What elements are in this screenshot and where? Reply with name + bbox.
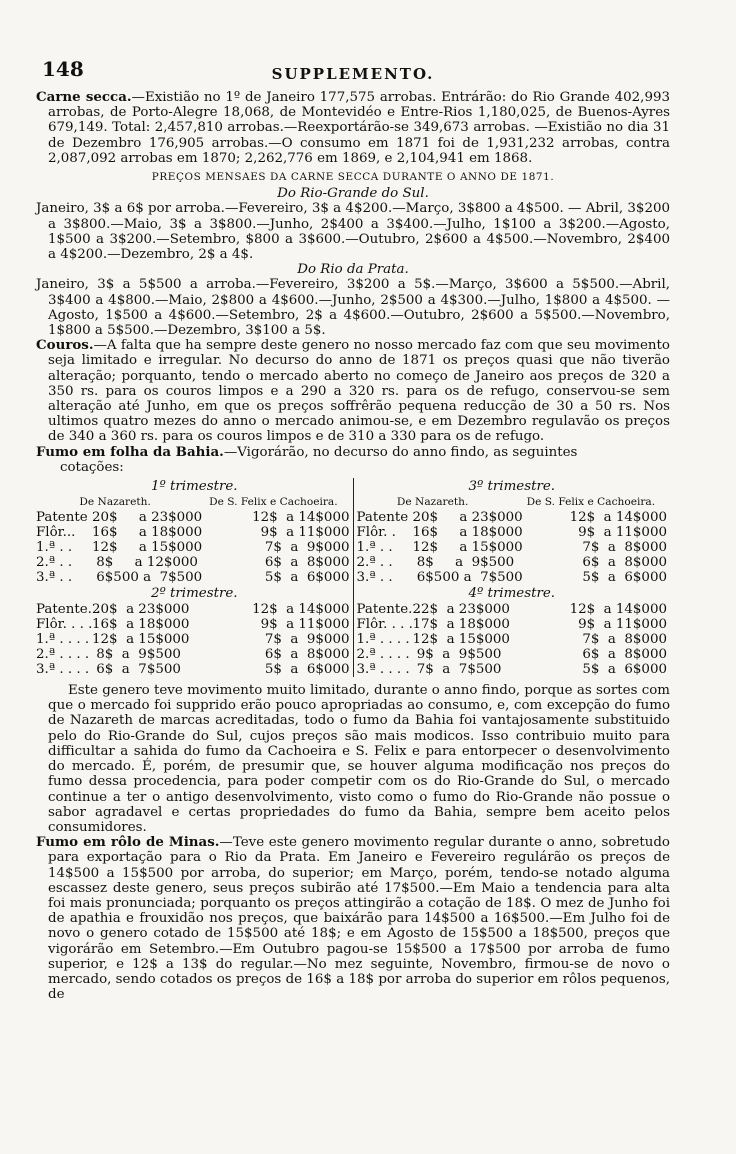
- sfelix-price: 6$ a 8$000: [264, 555, 350, 571]
- sfelix-price: 9$ a 11$000: [578, 617, 667, 633]
- sfelix-price: 7$ a 8$000: [582, 632, 667, 648]
- quarter-rows: [354, 602, 671, 677]
- grade-label: Patente: [356, 510, 409, 526]
- column-headers: [354, 495, 671, 510]
- col-sfelix: De S. Felix e Cachoeira.: [209, 496, 338, 509]
- quarter-rows: [36, 510, 353, 585]
- couros-heading: Couros.: [36, 337, 94, 354]
- sfelix-price: 9$ a 11$000: [260, 617, 350, 633]
- quarter-title: 1º trimestre.: [150, 479, 238, 495]
- quarter-title: 3º trimestre.: [468, 479, 556, 495]
- sfelix-price: 5$ a 6$000: [582, 662, 667, 678]
- col-nazareth: De Nazareth.: [396, 496, 469, 509]
- sfelix-price: 6$ a 8$000: [582, 647, 667, 663]
- price-row: [354, 617, 671, 632]
- grade-label: Patente. .: [36, 602, 101, 618]
- couros-text: —A falta que ha sempre deste genero no nosso mercado faz com que seu movimento seja limitado e irregular. No decurso do anno de 1871 os preços quasi que não tiverão alteração; porquanto, tendo o mercado aberto no começo de Janeiro aos preços de 320 a 350 rs. para os couros limpos e a 290 a 320 rs. para os de refugo, conservou-se sem alteração até Junho, em que os preços soffrêrão pequena reducção de 30 a 50 rs. Nos ultimos quatro mezes do anno o mercado animou-se, e em Dezembro regulavão os preços de 340 a 360 rs. para os couros limpos e de 310 a 330 para os de refugo.: [48, 338, 670, 445]
- sfelix-price: 12$ a 14$000: [252, 602, 350, 618]
- grade-label: 1.ª . .: [356, 540, 393, 556]
- carne-secca-text: —Existião no 1º de Janeiro 177,575 arrobas. Entrárão: do Rio Grande 402,993 arrobas, de Porto-Alegre 18,068, de Montevidéo e Entre-Rios 1,180,025, de Buenos-Ayres 679,149. Total: 2,457,810 arrobas.—Reexportárão-se 349,673 arrobas. —Existião no dia 31 de Dezembro 176,905 arrobas.—O consumo em 1871 foi de 1,931,232 arrobas, contra 2,087,092 arrobas em 1870; 2,262,776 em 1869, e 2,104,941 em 1868.: [48, 90, 670, 166]
- fumo-minas-paragraph: [36, 835, 670, 1002]
- quarter-rows: [354, 510, 671, 585]
- fumo-bahia-heading: Fumo em folha da Bahia.: [36, 443, 224, 460]
- sfelix-price: 7$ a 9$000: [264, 540, 350, 556]
- nazareth-price: 12$ a 15$000: [92, 632, 190, 648]
- running-title: SUPPLEMENTO.: [271, 65, 435, 83]
- grade-label: 3.ª . . . .: [356, 662, 410, 678]
- col-nazareth: De Nazareth.: [79, 496, 151, 509]
- page-header: [36, 57, 670, 88]
- price-row: [36, 570, 353, 585]
- grade-label: 1.ª . . . .: [36, 632, 90, 648]
- grade-label: 2.ª . .: [36, 555, 73, 571]
- quarter-rows: [36, 602, 353, 677]
- nazareth-price: 12$ a 15$000: [92, 540, 203, 556]
- price-row: [36, 602, 353, 617]
- nazareth-price: 9$ a 9$500: [412, 647, 502, 663]
- table-right-column: [354, 478, 671, 677]
- column-headers: [36, 495, 353, 510]
- grade-label: 2.ª . . . .: [36, 647, 90, 663]
- rio-prata-subtitle: Do Rio da Prata.: [297, 262, 409, 278]
- sfelix-price: 6$ a 8$000: [582, 555, 667, 571]
- rio-prata-prices: Janeiro, 3$ a 5$500 a arroba.—Fevereiro, 3$200 a 5$.—Março, 3$600 a 5$500.—Abril, 3$400 a 4$800.—Maio, 2$800 a 4$600.—Junho, 2$500 a 4$300.—Julho, 1$800 a 4$500. —Agosto, 1$500 a 4$600.—Setembro, 2$ a 4$600.—Outubro, 2$600 a 5$500.—Novembro, 1$800 a 5$500.—Dezembro, 3$100 a 5$.: [36, 277, 670, 339]
- nazareth-price: 20$ a 23$000: [92, 510, 203, 526]
- price-row: [354, 555, 671, 570]
- fumo-minas-text: —Teve este genero movimento regular durante o anno, sobretudo para exportação para o Rio da Prata. Em Janeiro e Fevereiro regulárão os preços de 14$500 a 15$500 por arroba, do superior; em Março, porém, tendo-se notado alguma escassez deste genero, seus preços subirão até 17$500.—Em Maio a tendencia para alta foi mais pronunciada; porquanto os preços attingirão a cotação de 18$. O mez de Junho foi de apathia e frouxidão nos preços, que baixárão para 14$500 a 16$500.—Em Julho foi de novo o genero cotado de 15$500 até 18$; e em Agosto de 15$500 a 18$500, preços que vigorárão em Setembro.—Em Outubro pagou-se 15$500 a 17$500 por arroba de fumo superior, e 12$ a 13$ do regular.—No mez seguinte, Novembro, firmou-se de novo o mercado, sendo cotados os preços de 16$ a 18$ por arroba do superior em rôlos pequenos, de: [48, 835, 670, 1003]
- fumo-bahia-intro: [36, 445, 670, 460]
- rio-grande-prices: Janeiro, 3$ a 6$ por arroba.—Fevereiro, 3$ a 4$200.—Março, 3$800 a 4$500. — Abril, 3$200 a 3$800.—Maio, 3$ a 3$800.—Junho, 2$400 a 3$400.—Julho, 1$100 a 3$200.—Agosto, 1$500 a 3$200.—Setembro, $800 a 3$600.—Outubro, 2$600 a 4$500.—Novembro, 2$400 a 4$200.—Dezembro, 2$ a 4$.: [36, 201, 671, 263]
- grade-label: 3.ª . .: [36, 570, 73, 586]
- sfelix-price: 5$ a 6$000: [264, 662, 350, 678]
- price-row: [354, 602, 671, 617]
- cotacoes-label: cotações:: [60, 459, 124, 475]
- sfelix-price: 5$ a 6$000: [582, 570, 667, 586]
- price-row: [36, 632, 353, 647]
- grade-label: 1.ª . .: [36, 540, 73, 556]
- price-row: [36, 510, 353, 525]
- grade-label: Flôr. . . .: [36, 617, 93, 633]
- price-row: [354, 662, 671, 677]
- nazareth-price: 22$ a 23$000: [412, 602, 510, 618]
- sfelix-price: 12$ a 14$000: [569, 602, 667, 618]
- grade-label: Flôr. .: [356, 525, 396, 541]
- price-row: [354, 647, 671, 662]
- nazareth-price: 16$ a 18$000: [92, 525, 203, 541]
- carne-secca-paragraph: [36, 90, 670, 166]
- couros-paragraph: [36, 338, 670, 444]
- sfelix-price: 12$ a 14$000: [252, 510, 350, 526]
- nazareth-price: 8$ a 9$500: [412, 555, 515, 571]
- fumo-bahia-tables: [36, 478, 670, 677]
- grade-label: Flôr...: [36, 525, 76, 541]
- nazareth-price: 8$ a 12$000: [92, 555, 198, 571]
- nazareth-price: 16$ a 18$000: [92, 617, 190, 633]
- price-row: [36, 617, 353, 632]
- sfelix-price: 6$ a 8$000: [264, 647, 350, 663]
- quarter-title: 4º trimestre.: [468, 586, 556, 602]
- grade-label: Patente. .: [356, 602, 421, 618]
- grade-label: 2.ª . . . .: [356, 647, 410, 663]
- price-row: [354, 632, 671, 647]
- grade-label: 3.ª . . . .: [36, 662, 90, 678]
- price-row: [36, 525, 353, 540]
- fumo-bahia-text: —Vigorárão, no decurso do anno findo, as seguintes: [223, 444, 578, 460]
- grade-label: 1.ª . . . .: [356, 632, 410, 648]
- nazareth-price: 7$ a 7$500: [412, 662, 502, 678]
- quarter-title: 2º trimestre.: [150, 586, 238, 602]
- price-row: [36, 555, 353, 570]
- nazareth-price: 20$ a 23$000: [92, 602, 190, 618]
- nazareth-price: 6$ a 7$500: [92, 662, 181, 678]
- nazareth-price: 8$ a 9$500: [92, 647, 181, 663]
- price-row: [36, 647, 353, 662]
- price-row: [36, 662, 353, 677]
- price-row: [354, 510, 671, 525]
- price-row: [354, 525, 671, 540]
- sfelix-price: 7$ a 8$000: [582, 540, 667, 556]
- page-number: 148: [42, 57, 84, 81]
- sfelix-price: 7$ a 9$000: [264, 632, 350, 648]
- sfelix-price: 9$ a 11$000: [260, 525, 350, 541]
- col-sfelix: De S. Felix e Cachoeira.: [526, 496, 656, 509]
- fumo-bahia-commentary: Este genero teve movimento muito limitado, durante o anno findo, porque as sortes com que o mercado foi supprido erão pouco apropriadas ao consumo, e, com excepção do fumo de Nazareth de marcas acreditadas, todo o fumo da Bahia foi vantajosamente substituido pelo do Rio-Grande do Sul, cujos preços são mais modicos. Isso contribuio muito para difficultar a sahida do fumo da Cachoeira e S. Felix e para entorpecer o desenvolvimento do mercado. É, porém, de presumir que, se houver alguma modificação nos preços do fumo dessa procedencia, para poder competir com os do Rio-Grande do Sul, o mercado continue a ter o antigo desenvolvimento, visto como o fumo do Rio-Grande não possue o sabor agradavel e certas propriedades do fumo da Bahia, sempre bem aceito pelos consumidores.: [48, 683, 670, 835]
- price-row: [354, 540, 671, 555]
- nazareth-price: 6$500 a 7$500: [92, 570, 203, 586]
- sfelix-price: 12$ a 14$000: [569, 510, 667, 526]
- nazareth-price: 20$ a 23$000: [412, 510, 523, 526]
- nazareth-price: 12$ a 15$000: [412, 632, 510, 648]
- grade-label: Flôr. . . .: [356, 617, 413, 633]
- prices-table-title: PREÇOS MENSAES DA CARNE SECCA DURANTE O ANNO DE 1871.: [151, 171, 555, 184]
- sfelix-price: 5$ a 6$000: [264, 570, 350, 586]
- grade-label: 3.ª . .: [356, 570, 393, 586]
- nazareth-price: 16$ a 18$000: [412, 525, 523, 541]
- grade-label: Patente: [36, 510, 88, 526]
- carne-secca-heading: Carne secca.: [36, 89, 132, 105]
- nazareth-price: 12$ a 15$000: [412, 540, 523, 556]
- table-left-column: [36, 478, 354, 677]
- page-body: [36, 90, 670, 1002]
- sfelix-price: 9$ a 11$000: [578, 525, 667, 541]
- price-row: [36, 540, 353, 555]
- fumo-minas-heading: Fumo em rôlo de Minas.: [36, 834, 220, 851]
- nazareth-price: 17$ a 18$000: [412, 617, 510, 633]
- grade-label: 2.ª . .: [356, 555, 393, 571]
- rio-grande-subtitle: Do Rio-Grande do Sul.: [277, 186, 429, 202]
- price-row: [354, 570, 671, 585]
- nazareth-price: 6$500 a 7$500: [412, 570, 523, 586]
